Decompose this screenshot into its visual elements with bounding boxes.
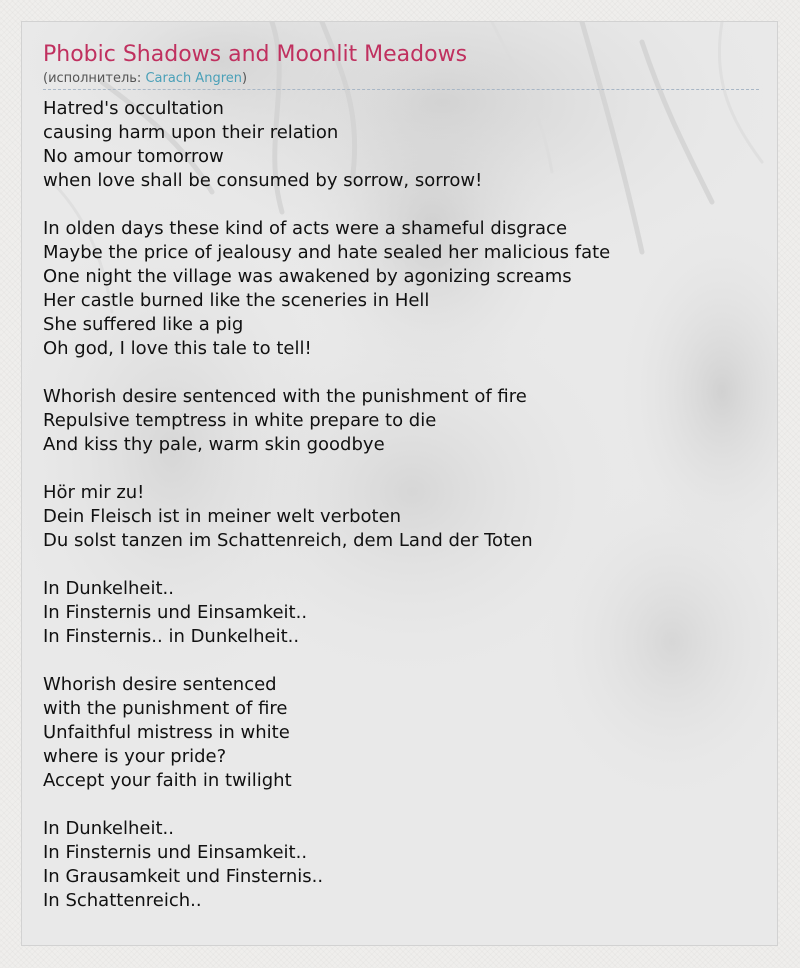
artist-line xyxy=(43,70,759,90)
lyric-line: In Schattenreich.. xyxy=(43,890,202,911)
lyric-line: In Dunkelheit.. xyxy=(43,578,174,599)
lyric-line: No amour tomorrow xyxy=(43,146,224,167)
lyric-line: In Grausamkeit und Finsternis.. xyxy=(43,866,324,887)
lyric-line: In olden days these kind of acts were a shameful disgrace xyxy=(43,218,568,239)
artist-suffix: ) xyxy=(242,71,248,86)
lyric-line: Accept your faith in twilight xyxy=(43,770,292,791)
lyric-line: Hatred's occultation xyxy=(43,98,224,119)
lyric-line: Whorish desire sentenced xyxy=(43,674,277,695)
lyric-line: Du solst tanzen im Schattenreich, dem Land der Toten xyxy=(43,530,533,551)
lyric-line: where is your pride? xyxy=(43,746,227,767)
lyric-line: Unfaithful mistress in white xyxy=(43,722,290,743)
stanza-gap xyxy=(43,361,759,385)
lyrics-text xyxy=(43,97,759,913)
lyric-line: with the punishment of fire xyxy=(43,698,288,719)
stanza-gap xyxy=(43,793,759,817)
lyric-line: Oh god, I love this tale to tell! xyxy=(43,338,312,359)
lyrics-content xyxy=(43,40,759,913)
lyric-line: In Finsternis.. in Dunkelheit.. xyxy=(43,626,300,647)
lyric-line: Her castle burned like the sceneries in Hell xyxy=(43,290,430,311)
song-title: Phobic Shadows and Moonlit Meadows xyxy=(43,42,468,67)
lyric-line: Repulsive temptress in white prepare to die xyxy=(43,410,437,431)
stanza-gap xyxy=(43,457,759,481)
stanza-gap xyxy=(43,553,759,577)
lyric-line: One night the village was awakened by agonizing screams xyxy=(43,266,572,287)
lyric-line: Maybe the price of jealousy and hate sealed her malicious fate xyxy=(43,242,611,263)
lyric-line: In Finsternis und Einsamkeit.. xyxy=(43,602,308,623)
artist-prefix: (исполнитель: xyxy=(43,71,146,86)
lyric-line: Dein Fleisch ist in meiner welt verboten xyxy=(43,506,402,527)
lyric-line: when love shall be consumed by sorrow, sorrow! xyxy=(43,170,483,191)
artist-link[interactable]: Carach Angren xyxy=(145,71,242,86)
stanza-gap xyxy=(43,193,759,217)
lyric-line: She suffered like a pig xyxy=(43,314,244,335)
lyric-line: In Dunkelheit.. xyxy=(43,818,174,839)
lyric-line: causing harm upon their relation xyxy=(43,122,339,143)
lyric-line: And kiss thy pale, warm skin goodbye xyxy=(43,434,385,455)
lyric-line: Hör mir zu! xyxy=(43,482,145,503)
lyric-line: In Finsternis und Einsamkeit.. xyxy=(43,842,308,863)
lyric-line: Whorish desire sentenced with the punishment of fire xyxy=(43,386,527,407)
lyrics-card xyxy=(21,21,778,946)
stanza-gap xyxy=(43,649,759,673)
